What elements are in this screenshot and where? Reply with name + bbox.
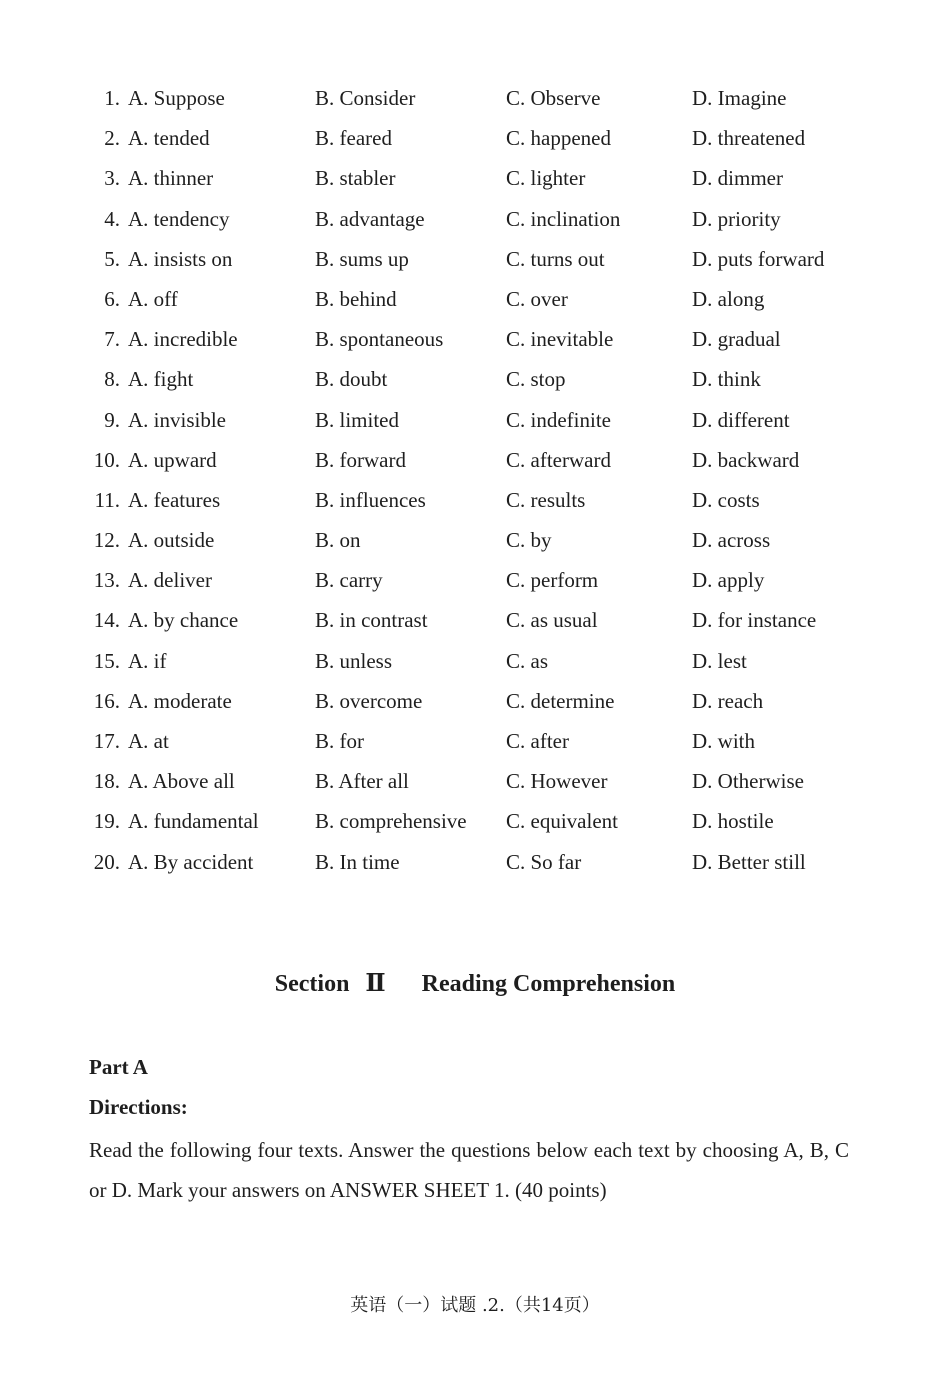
- option-c: C. lighter: [506, 166, 586, 191]
- option-c: C. as usual: [506, 608, 598, 633]
- option-b: B. forward: [315, 447, 406, 472]
- option-b: B. After all: [315, 769, 409, 794]
- option-b: B. stabler: [315, 166, 396, 191]
- option-a: A. insists on: [128, 246, 233, 271]
- option-c: C. So far: [506, 849, 582, 874]
- option-c: C. perform: [506, 568, 599, 593]
- option-c: C. indefinite: [506, 407, 611, 432]
- question-row: [0, 681, 950, 721]
- question-number: 15.: [93, 648, 120, 673]
- option-c: C. equivalent: [506, 809, 618, 834]
- question-row: [0, 641, 950, 681]
- option-c: C. over: [506, 286, 568, 311]
- option-b: B. overcome: [315, 688, 423, 713]
- option-a: A. tendency: [128, 206, 230, 231]
- question-row: [0, 359, 950, 399]
- question-row: [0, 520, 950, 560]
- question-number: 16.: [93, 688, 120, 713]
- option-b: B. doubt: [315, 367, 388, 392]
- option-d: D. across: [692, 528, 771, 553]
- question-row: [0, 600, 950, 640]
- option-d: D. costs: [692, 487, 760, 512]
- option-b: B. feared: [315, 126, 392, 151]
- option-a: A. Above all: [128, 769, 235, 794]
- question-number: 12.: [93, 528, 120, 553]
- option-a: A. off: [128, 286, 178, 311]
- question-row: [0, 319, 950, 359]
- directions-title: Directions:: [89, 1095, 188, 1119]
- question-number: 4.: [104, 206, 120, 231]
- option-a: A. By accident: [128, 849, 254, 874]
- option-c: C. Observe: [506, 86, 601, 110]
- question-number: 2.: [104, 126, 120, 151]
- section-name: Reading Comprehension: [421, 971, 676, 997]
- question-row: [0, 158, 950, 198]
- option-b: B. in contrast: [315, 608, 428, 633]
- option-b: B. unless: [315, 648, 393, 673]
- option-c: C. inclination: [506, 206, 621, 231]
- option-b: B. Consider: [315, 86, 416, 110]
- option-b: B. influences: [315, 487, 426, 512]
- option-d: D. Better still: [692, 849, 806, 874]
- option-c: C. by: [506, 528, 552, 553]
- question-row: [0, 842, 950, 882]
- option-a: A. features: [128, 487, 221, 512]
- question-row: [0, 560, 950, 600]
- question-row: [0, 721, 950, 761]
- option-d: D. gradual: [692, 327, 781, 352]
- option-c: C. turns out: [506, 246, 605, 271]
- option-a: A. fight: [128, 367, 194, 392]
- option-a: A. at: [128, 729, 169, 753]
- option-b: B. comprehensive: [315, 809, 467, 834]
- question-number: 14.: [93, 608, 120, 633]
- directions-text: Read the following four texts. Answer the questions below each text by choosing A, B, C or D. Mark your answers on ANSWER SHEET 1. (40 points): [89, 1138, 849, 1202]
- question-number: 9.: [104, 407, 120, 432]
- question-number: 5.: [104, 246, 120, 271]
- option-d: D. lest: [692, 648, 747, 673]
- question-number: 13.: [93, 568, 120, 593]
- option-d: D. with: [692, 729, 755, 753]
- option-b: B. for: [315, 729, 364, 753]
- question-row: [0, 239, 950, 279]
- option-d: D. backward: [692, 447, 800, 472]
- option-c: C. results: [506, 487, 586, 512]
- question-row: [0, 400, 950, 440]
- question-number: 1.: [104, 86, 120, 110]
- option-a: A. if: [128, 648, 167, 673]
- section-number: Ⅱ: [365, 971, 386, 997]
- option-a: A. deliver: [128, 568, 212, 593]
- option-c: C. stop: [506, 367, 566, 392]
- option-b: B. sums up: [315, 246, 409, 271]
- option-d: D. for instance: [692, 608, 817, 633]
- page-footer: 英语（一）试题 .2.（共14页）: [350, 1295, 600, 1316]
- option-d: D. puts forward: [692, 246, 825, 271]
- option-d: D. priority: [692, 206, 781, 231]
- option-d: D. think: [692, 367, 761, 392]
- question-number: 8.: [104, 367, 120, 392]
- option-d: D. Imagine: [692, 86, 787, 110]
- option-d: D. along: [692, 286, 765, 311]
- section-label: Section: [274, 971, 350, 997]
- question-number: 7.: [104, 327, 120, 352]
- option-a: A. incredible: [128, 327, 238, 352]
- question-row: [0, 199, 950, 239]
- question-row: [0, 279, 950, 319]
- question-number: 17.: [93, 729, 120, 753]
- option-c: C. after: [506, 729, 569, 753]
- question-number: 6.: [104, 286, 120, 311]
- question-number: 19.: [93, 809, 120, 834]
- option-a: A. fundamental: [128, 809, 259, 834]
- question-row: [0, 118, 950, 158]
- option-c: C. as: [506, 648, 548, 673]
- question-number: 10.: [93, 447, 120, 472]
- section-title: [0, 966, 950, 1002]
- option-b: B. behind: [315, 286, 397, 311]
- option-a: A. invisible: [128, 407, 226, 432]
- question-number: 18.: [93, 769, 120, 794]
- option-d: D. threatened: [692, 126, 806, 151]
- option-c: C. inevitable: [506, 327, 614, 352]
- question-row: [0, 78, 950, 118]
- option-b: B. on: [315, 528, 361, 553]
- option-a: A. Suppose: [128, 86, 225, 110]
- option-d: D. Otherwise: [692, 769, 804, 794]
- option-a: A. upward: [128, 447, 217, 472]
- options-list: [0, 78, 950, 882]
- option-b: B. In time: [315, 849, 400, 874]
- option-d: D. hostile: [692, 809, 774, 834]
- question-number: 11.: [94, 487, 120, 512]
- option-c: C. afterward: [506, 447, 611, 472]
- option-a: A. moderate: [128, 688, 232, 713]
- part-title: Part A: [89, 1055, 148, 1079]
- question-number: 3.: [104, 166, 120, 191]
- question-row: [0, 480, 950, 520]
- option-c: C. determine: [506, 688, 615, 713]
- option-b: B. advantage: [315, 206, 425, 231]
- question-row: [0, 801, 950, 841]
- option-b: B. carry: [315, 568, 383, 593]
- question-row: [0, 440, 950, 480]
- option-d: D. apply: [692, 568, 765, 593]
- option-a: A. by chance: [128, 608, 239, 633]
- question-row: [0, 761, 950, 801]
- option-c: C. happened: [506, 126, 611, 151]
- option-b: B. spontaneous: [315, 327, 444, 352]
- option-a: A. tended: [128, 126, 210, 151]
- option-d: D. reach: [692, 688, 764, 713]
- question-number: 20.: [93, 849, 120, 874]
- option-a: A. thinner: [128, 166, 214, 191]
- option-c: C. However: [506, 769, 608, 794]
- option-a: A. outside: [128, 528, 215, 553]
- option-d: D. different: [692, 407, 790, 432]
- option-b: B. limited: [315, 407, 399, 432]
- option-d: D. dimmer: [692, 166, 783, 191]
